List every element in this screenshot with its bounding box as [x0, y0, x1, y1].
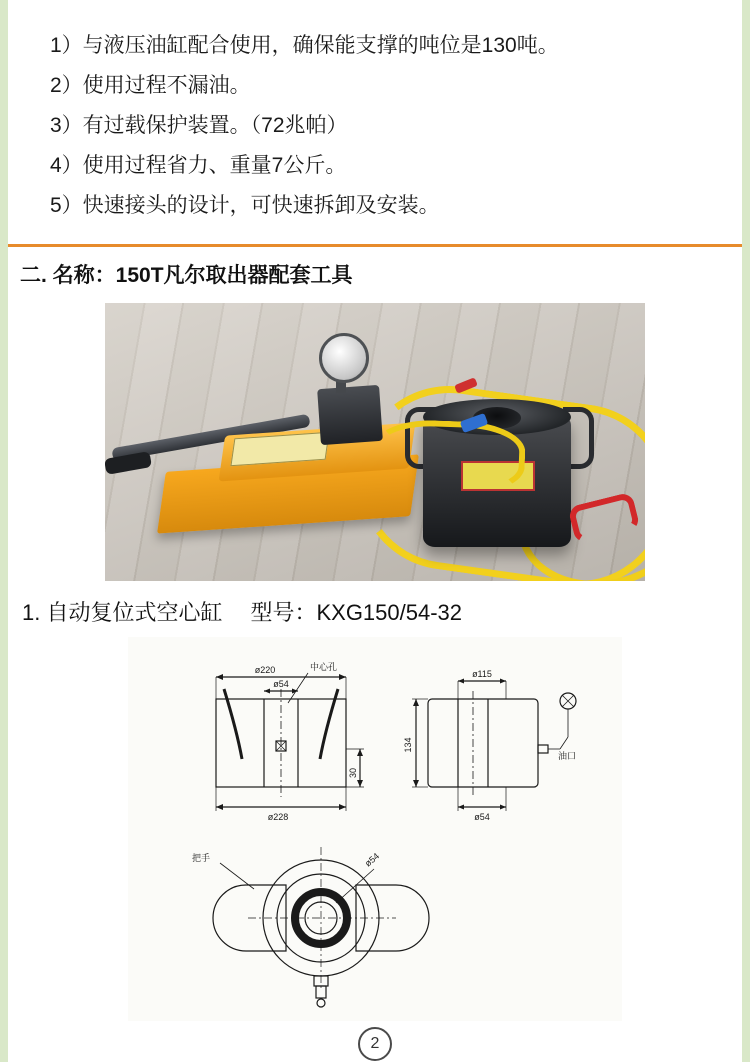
pump-valve-block [317, 385, 383, 445]
dim-h134: 134 [403, 737, 413, 753]
section-heading: 二. 名称：150T凡尔取出器配套工具 [20, 264, 353, 287]
label-handle: 把手 [192, 853, 211, 863]
item-title: 1. 自动复位式空心缸 [22, 600, 223, 625]
specification-list [8, 0, 742, 236]
item-heading [8, 581, 742, 637]
drawing-svg [128, 637, 622, 1021]
label-oil-port: 油口 [558, 751, 577, 761]
page-content [8, 0, 742, 1061]
spec-item: 3）有过载保护装置。（72兆帕） [50, 114, 348, 137]
spec-item: 1）与液压油缸配合使用，确保能支撑的吨位是130吨。 [50, 34, 559, 57]
technical-drawing-container [8, 637, 742, 1021]
label-center-hole: 中心孔 [310, 662, 338, 672]
right-decorative-rail [742, 0, 750, 1062]
pressure-gauge-icon [319, 333, 369, 383]
dim-d54-right: ø54 [474, 812, 490, 822]
left-decorative-rail [0, 0, 8, 1062]
dim-d115: ø115 [472, 669, 492, 679]
dim-d228: ø228 [267, 812, 289, 822]
dim-d54-top: ø54 [273, 679, 289, 689]
item-model: 型号：KXG150/54-32 [250, 600, 463, 625]
dim-d54-plan: ø54 [362, 850, 382, 869]
product-photo-container [8, 303, 742, 581]
spec-item: 5）快速接头的设计，可快速拆卸及安装。 [50, 194, 440, 217]
spec-item: 2）使用过程不漏油。 [50, 74, 251, 97]
dim-d220: ø220 [254, 665, 276, 675]
technical-drawing [128, 637, 622, 1021]
spec-item: 4）使用过程省力、重量7公斤。 [50, 154, 347, 177]
page-number: 2 [358, 1027, 392, 1061]
hydraulic-hose-segment [372, 418, 526, 495]
product-photo [105, 303, 645, 581]
dim-h30: 30 [348, 767, 358, 779]
page-number-container [8, 1021, 742, 1061]
